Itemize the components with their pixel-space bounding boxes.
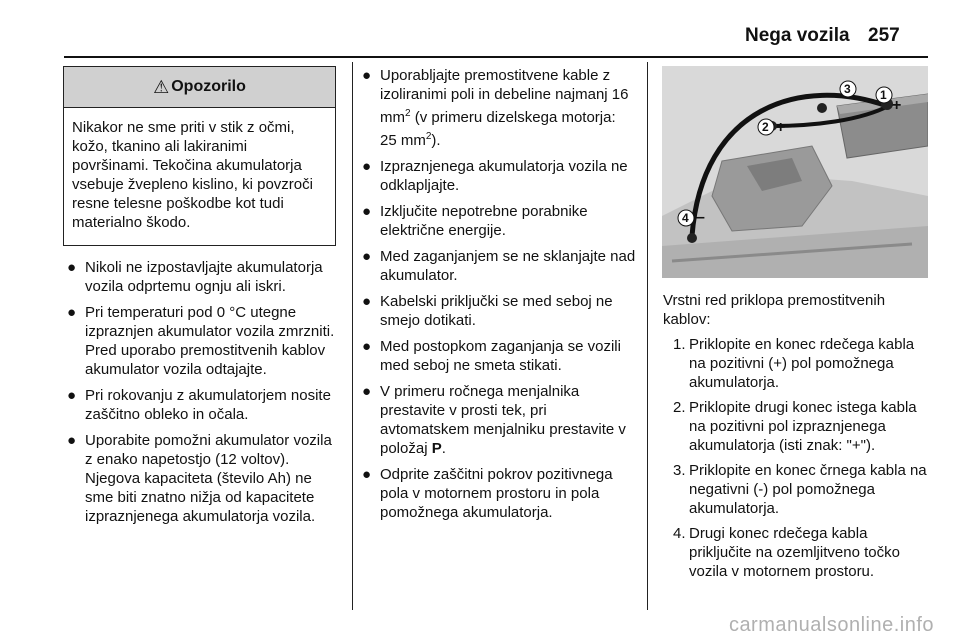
clamp-4 <box>687 233 697 243</box>
bullet-dot: ● <box>362 67 372 84</box>
list-item: ● Izpraznjenega akumulatorja vozila ne odklapljajte. <box>362 158 628 194</box>
label-minus-3: – <box>820 87 829 104</box>
steps-intro: Vrstni red priklopa premostitvenih kablov: <box>663 292 886 328</box>
label-plus-2: + <box>776 119 786 136</box>
bullet-dot: ● <box>362 293 372 310</box>
bullet-dot: ● <box>362 158 372 175</box>
header-rule <box>64 56 928 58</box>
list-item: ● Odprite zaščitni pokrov pozitivnega pola v motornem prostoru in pola pomožnega akumulatorja. <box>362 466 613 521</box>
bullet-dot: ● <box>67 304 77 321</box>
column-3 <box>663 291 933 587</box>
list-item: ● Med postopkom zaganjanja se vozili med seboj ne smeta stikati. <box>362 338 621 374</box>
clamp-3 <box>817 103 827 113</box>
list-item: ● Uporabite pomožni akumulator vozila z enako napetostjo (12 voltov). Njegova kapaciteta (število Ah) ne sme biti znatno nižja od kapacitete izpraznjenega akumulatorja vozila. <box>67 432 332 525</box>
list-item: ● Pri rokovanju z akumulatorjem nosite zaščitno obleko in očala. <box>67 387 331 423</box>
bullet-dot: ● <box>362 383 372 400</box>
list-item: 4. Drugi konec rdečega kabla priključite na ozemljitveno točko vozila v motornem prostoru. <box>673 525 900 580</box>
label-minus-4: – <box>696 209 705 226</box>
list-item: ● Uporabljajte premostitvene kable z izoliranimi poli in debeline najmanj 16 $mm^2$ (v primeru dizelskega motorja: 25 $mm^2$). <box>362 67 629 149</box>
warning-title: Opozorilo <box>171 78 246 95</box>
bullet-dot: ● <box>362 338 372 355</box>
list-item: 2. Priklopite drugi konec istega kabla na pozitivni pol izpraznjenega akumulatorja (isti znak: "+"). <box>673 399 917 454</box>
bullet-dot: ● <box>362 203 372 220</box>
bullet-list-2 <box>358 66 636 522</box>
watermark: carmanualsonline.info <box>728 614 934 636</box>
column-divider-1 <box>352 62 353 610</box>
list-item: 3. Priklopite en konec črnega kabla na negativni (-) pol pomožnega akumulatorja. <box>673 462 927 517</box>
steps-list <box>663 335 933 581</box>
page-header <box>0 0 960 60</box>
label-plus-1: + <box>892 97 902 114</box>
page-number: 257 <box>868 25 900 46</box>
warning-box <box>63 66 336 246</box>
list-item: 1. Priklopite en konec rdečega kabla na pozitivni (+) pol pomožnega akumulatorja. <box>673 336 915 391</box>
label-4: 4 <box>682 211 689 225</box>
bullet-dot: ● <box>67 432 77 449</box>
list-item: ● Izključite nepotrebne porabnike električne energije. <box>362 203 588 239</box>
list-item: ● Nikoli ne izpostavljajte akumulatorja vozila odprtemu ognju ali iskri. <box>67 259 323 295</box>
warning-triangle-icon: ⚠ <box>153 76 170 97</box>
label-1: 1 <box>880 88 887 102</box>
bullet-dot: ● <box>67 259 77 276</box>
list-item: ● Med zaganjanjem se ne sklanjajte nad akumulator. <box>362 248 636 284</box>
column-divider-2 <box>647 62 648 610</box>
list-item: ● Kabelski priključki se med seboj ne smejo dotikati. <box>362 293 613 329</box>
footer <box>0 612 960 642</box>
list-item: ● V primeru ročnega menjalnika prestavite v prosti tek, pri avtomatskem menjalniku prestavite v položaj P. <box>362 383 626 457</box>
column-1 <box>63 258 338 533</box>
jump-start-illustration <box>662 66 928 278</box>
bullet-dot: ● <box>362 248 372 265</box>
label-2: 2 <box>762 120 769 134</box>
bullet-dot: ● <box>362 466 372 483</box>
bullet-list-1 <box>63 258 338 526</box>
label-3: 3 <box>844 82 851 96</box>
column-2 <box>358 66 636 529</box>
warning-title-bar <box>64 67 335 108</box>
list-item: ● Pri temperaturi pod 0 °C utegne izpraznjen akumulator vozila zmrzniti. Pred uporabo premostitvenih kablov akumulator vozila odtajajte. <box>67 304 335 378</box>
warning-text: Nikakor ne sme priti v stik z očmi, kožo, tkanino ali lakiranimi površinami. Tekočina akumulatorja vsebuje žvepleno kislino, ki povzroči resne telesne poškodbe kot tudi materialno škodo. <box>72 119 313 231</box>
bullet-dot: ● <box>67 387 77 404</box>
section-title: Nega vozila <box>745 25 850 46</box>
